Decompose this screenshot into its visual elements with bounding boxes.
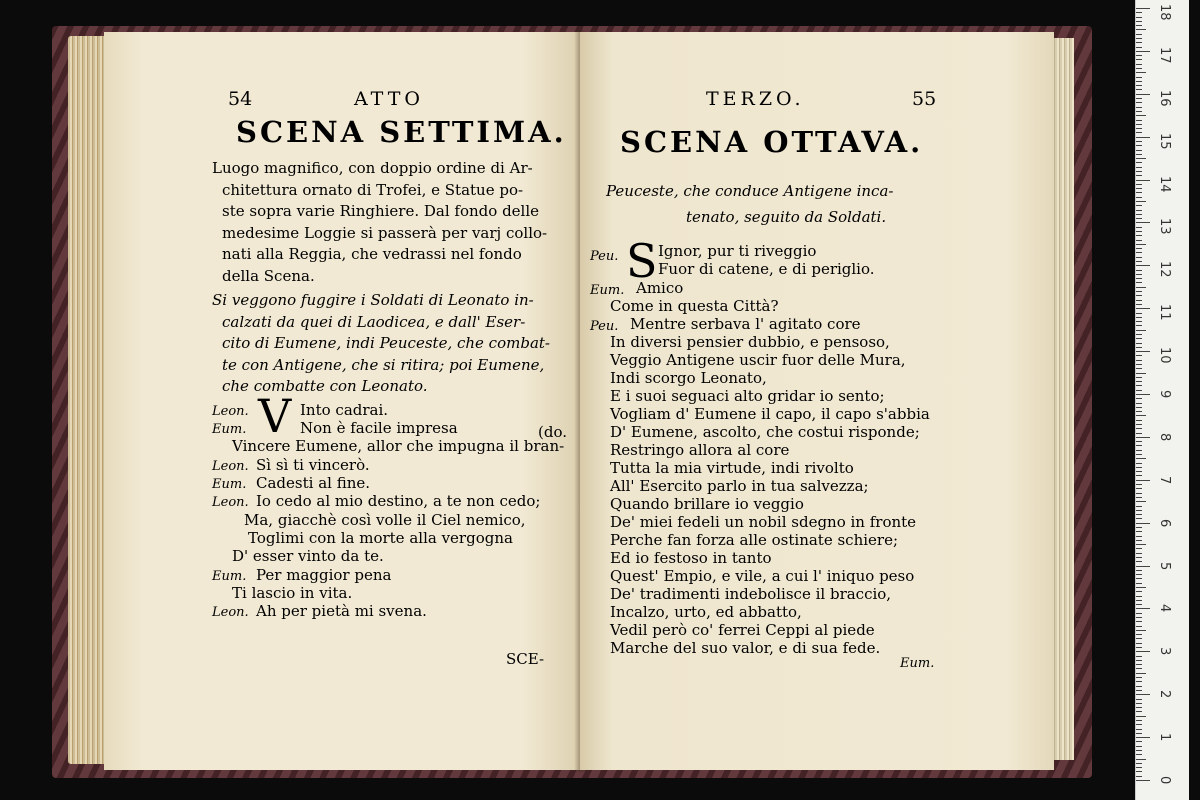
verse-line: De' tradimenti indebolisce il braccio, [610,585,892,603]
verse-line: Non è facile impresa [300,419,458,437]
ruler-minor-tick [1136,681,1142,682]
ruler-minor-tick [1136,759,1146,760]
ruler-minor-tick [1136,141,1142,142]
ruler-minor-tick [1136,38,1142,39]
ruler-label: 13 [1157,218,1172,235]
ruler-minor-tick [1136,574,1142,575]
ruler-minor-tick [1136,488,1142,489]
ruler-minor-tick [1136,29,1146,30]
ruler-tick [1136,437,1150,438]
ruler-minor-tick [1136,643,1142,644]
ruler-minor-tick [1136,638,1142,639]
setting-line: Luogo magnifico, con doppio ordine di Ar- [212,159,533,177]
ruler-minor-tick [1136,270,1142,271]
setting-line: della Scena. [222,266,315,285]
ruler-minor-tick [1136,81,1142,82]
ruler-minor-tick [1136,621,1142,622]
ruler-minor-tick [1136,716,1146,717]
ruler-minor-tick [1136,634,1142,635]
direction-line: Peuceste, che conduce Antigene inca- [606,182,894,200]
ruler-minor-tick [1136,484,1142,485]
ruler-minor-tick [1136,776,1142,777]
ruler-minor-tick [1136,128,1142,129]
ruler-minor-tick [1136,252,1142,253]
ruler-minor-tick [1136,540,1142,541]
ruler-label: 9 [1157,390,1172,399]
ruler-minor-tick [1136,771,1142,772]
ruler-minor-tick [1136,227,1142,228]
verse-line: Ma, giacchè così volle il Ciel nemico, [244,511,526,529]
ruler-label: 11 [1157,304,1172,321]
ruler-minor-tick [1136,707,1142,708]
ruler-minor-tick [1136,471,1142,472]
ruler-label: 16 [1157,89,1172,107]
ruler-minor-tick [1136,561,1142,562]
ruler-minor-tick [1136,398,1142,399]
ruler-minor-tick [1136,411,1142,412]
ruler-minor-tick [1136,458,1146,459]
speaker-label: Leon. [212,459,249,474]
ruler-tick [1136,394,1150,395]
ruler-minor-tick [1136,557,1142,558]
ruler-minor-tick [1136,733,1142,734]
ruler-minor-tick [1136,741,1142,742]
speaker-label: Peu. [590,249,619,264]
ruler-minor-tick [1136,68,1142,69]
left-scene-title: SCENA SETTIMA. [236,115,567,149]
ruler-minor-tick [1136,330,1146,331]
ruler-minor-tick [1136,34,1142,35]
ruler-minor-tick [1136,441,1142,442]
ruler-minor-tick [1136,248,1142,249]
ruler-minor-tick [1136,463,1142,464]
ruler-tick [1136,265,1150,266]
ruler-minor-tick [1136,407,1142,408]
ruler-minor-tick [1136,617,1142,618]
speaker-label: Peu. [590,319,619,334]
ruler-tick [1136,308,1150,309]
verse-line: Tutta la mia virtude, indi rivolto [610,459,854,477]
ruler-minor-tick [1136,295,1142,296]
ruler-minor-tick [1136,570,1142,571]
ruler-label: 8 [1157,432,1172,442]
ruler-minor-tick [1136,334,1142,335]
ruler-minor-tick [1136,656,1142,657]
setting-line: nati alla Reggia, che vedrassi nel fondo [222,245,522,263]
ruler-minor-tick [1136,647,1142,648]
ruler-tick [1136,566,1150,567]
ruler-minor-tick [1136,424,1142,425]
ruler-tick [1136,737,1150,738]
direction-line: calzati da quei di Laodicea, e dall' Eser- [222,312,526,331]
ruler-label: 14 [1157,175,1172,193]
ruler-minor-tick [1136,304,1142,305]
verse-line: All' Esercito parlo in tua salvezza; [610,477,869,495]
ruler-minor-tick [1136,450,1142,451]
ruler-minor-tick [1136,214,1142,215]
ruler-label: 15 [1157,132,1172,150]
ruler-minor-tick [1136,501,1146,502]
ruler-minor-tick [1136,325,1142,326]
ruler-minor-tick [1136,497,1142,498]
verse-line: Marche del suo valor, e di sua fede. [610,639,881,657]
verse-line: Quest' Empio, e vile, a cui l' iniquo peso [610,567,915,585]
ruler-minor-tick [1136,257,1142,258]
ruler-minor-tick [1136,510,1142,511]
ruler-minor-tick [1136,514,1142,515]
dropcap: S [626,234,658,288]
direction-line: te con Antigene, che si ritira; poi Eumene, [222,355,545,374]
ruler-minor-tick [1136,42,1142,43]
verse-line: Vogliam d' Eumene il capo, il capo s'abbia [610,405,930,423]
ruler-minor-tick [1136,746,1142,747]
direction-line: cito di Eumene, indi Peuceste, che combat- [222,334,550,352]
right-stage-direction [604,178,944,230]
ruler-minor-tick [1136,338,1142,339]
ruler-minor-tick [1136,664,1142,665]
verse-line: D' Eumene, ascolto, che costui risponde; [610,423,920,441]
ruler-minor-tick [1136,699,1142,700]
verse-line: Ah per pietà mi svena. [256,602,427,620]
ruler-tick [1136,180,1150,181]
verse-line: Incalzo, urto, ed abbatto, [610,603,802,621]
verse-line: In diversi pensier dubbio, e pensoso, [610,333,890,351]
ruler-minor-tick [1136,72,1146,73]
direction-line: tenato, seguito da Soldati. [686,208,887,226]
left-setting [212,158,574,287]
ruler-minor-tick [1136,261,1142,262]
ruler-minor-tick [1136,111,1142,112]
ruler-minor-tick [1136,59,1142,60]
ruler-label: 7 [1157,475,1172,485]
ruler-minor-tick [1136,231,1142,232]
verse-line: Toglimi con la morte alla vergogna [248,529,513,547]
ruler-minor-tick [1136,85,1142,86]
ruler-minor-tick [1136,475,1142,476]
ruler-minor-tick [1136,724,1142,725]
verse-line: Vedil però co' ferrei Ceppi al piede [610,621,875,639]
ruler-minor-tick [1136,531,1142,532]
right-scene-title: SCENA OTTAVA. [620,125,924,159]
ruler-minor-tick [1136,12,1142,13]
ruler-tick [1136,608,1150,609]
ruler-label: 1 [1157,733,1172,742]
ruler-minor-tick [1136,107,1142,108]
ruler-minor-tick [1136,98,1142,99]
ruler-minor-tick [1136,703,1142,704]
ruler-minor-tick [1136,192,1142,193]
ruler-minor-tick [1136,390,1142,391]
speaker-label: Leon. [212,495,249,510]
ruler-tick [1136,780,1150,781]
verse-line: Into cadrai. [300,401,389,419]
ruler-minor-tick [1136,25,1142,26]
ruler-minor-tick [1136,343,1142,344]
ruler-minor-tick [1136,368,1142,369]
verse-line: E i suoi seguaci alto gridar io sento; [610,387,885,405]
ruler-minor-tick [1136,321,1142,322]
ruler-minor-tick [1136,115,1146,116]
ruler-minor-tick [1136,506,1142,507]
ruler-minor-tick [1136,210,1142,211]
speaker-label: Eum. [212,477,247,492]
ruler-minor-tick [1136,660,1142,661]
verse-line: Restringo allora al core [610,441,790,459]
ruler-minor-tick [1136,21,1142,22]
ruler-label: 6 [1157,518,1172,527]
verse-line: Sì sì ti vincerò. [256,456,370,474]
ruler-minor-tick [1136,445,1142,446]
ruler-minor-tick [1136,763,1142,764]
right-page-number: 55 [912,88,937,110]
ruler-label: 4 [1157,604,1172,613]
ruler-minor-tick [1136,518,1142,519]
speaker-label: Leon. [212,404,249,419]
ruler-minor-tick [1136,120,1142,121]
ruler-minor-tick [1136,600,1142,601]
ruler-minor-tick [1136,274,1142,275]
ruler-minor-tick [1136,750,1142,751]
ruler-minor-tick [1136,300,1142,301]
ruler-minor-tick [1136,420,1142,421]
ruler-minor-tick [1136,381,1142,382]
ruler-label: 17 [1157,46,1172,64]
verse-line: D' esser vinto da te. [232,547,384,565]
ruler-tick [1136,651,1150,652]
ruler-minor-tick [1136,690,1142,691]
ruler-label: 0 [1157,776,1172,785]
ruler-minor-tick [1136,403,1142,404]
right-running-head: TERZO. [706,88,805,110]
ruler-minor-tick [1136,17,1142,18]
ruler-minor-tick [1136,364,1142,365]
ruler-minor-tick [1136,235,1142,236]
left-catchword: SCE- [506,650,545,668]
ruler-minor-tick [1136,673,1146,674]
ruler-minor-tick [1136,218,1142,219]
speaker-label: Eum. [590,283,625,298]
verse-line: De' miei fedeli un nobil sdegno in fronte [610,513,917,531]
ruler-minor-tick [1136,313,1142,314]
setting-line: ste sopra varie Ringhiere. Dal fondo delle [222,202,540,220]
ruler-minor-tick [1136,454,1142,455]
ruler-minor-tick [1136,626,1142,627]
ruler-tick [1136,137,1150,138]
verse-line: Perche fan forza alle ostinate schiere; [610,531,899,549]
ruler-minor-tick [1136,433,1142,434]
direction-line: Si veggono fuggire i Soldati di Leonato in- [212,291,534,309]
ruler-minor-tick [1136,89,1142,90]
verse-turnover: (do. [538,423,567,441]
ruler-tick [1136,523,1150,524]
ruler-label: 10 [1157,347,1172,364]
ruler-tick [1136,351,1150,352]
verse-line: Come in questa Città? [610,297,779,315]
ruler-minor-tick [1136,184,1142,185]
setting-line: medesime Loggie si passerà per varj collo- [222,223,548,242]
dropcap: V [258,389,292,443]
ruler-minor-tick [1136,132,1142,133]
ruler-minor-tick [1136,754,1142,755]
ruler-minor-tick [1136,64,1142,65]
speaker-label: Leon. [212,605,249,620]
setting-line: chitettura ornato di Trofei, e Statue po- [222,180,524,199]
ruler-minor-tick [1136,767,1142,768]
ruler-minor-tick [1136,578,1142,579]
ruler-minor-tick [1136,493,1142,494]
ruler-minor-tick [1136,317,1142,318]
ruler-minor-tick [1136,613,1142,614]
left-running-head: ATTO [354,88,424,110]
verse-line: Ed io festoso in tanto [610,549,772,567]
ruler-minor-tick [1136,287,1146,288]
ruler-minor-tick [1136,548,1142,549]
verse-line: Vincere Eumene, allor che impugna il bran- [232,437,565,455]
verse-line: Indi scorgo Leonato, [610,369,767,387]
speaker-label: Eum. [212,422,247,437]
left-page-number: 54 [228,88,253,110]
ruler-minor-tick [1136,102,1142,103]
ruler-minor-tick [1136,467,1142,468]
ruler-minor-tick [1136,604,1142,605]
ruler-minor-tick [1136,171,1142,172]
ruler-minor-tick [1136,162,1142,163]
ruler-minor-tick [1136,428,1142,429]
ruler-minor-tick [1136,527,1142,528]
ruler-minor-tick [1136,544,1146,545]
verse-line: Veggio Antigene uscir fuor delle Mura, [610,351,906,369]
ruler-minor-tick [1136,167,1142,168]
verse-line: Amico [636,279,684,297]
ruler-minor-tick [1136,583,1142,584]
ruler-minor-tick [1136,711,1142,712]
ruler-minor-tick [1136,291,1142,292]
ruler-minor-tick [1136,360,1142,361]
ruler-minor-tick [1136,668,1142,669]
verse-line: Fuor di catene, e di periglio. [658,260,875,278]
ruler-minor-tick [1136,205,1142,206]
verse-line: Per maggior pena [256,566,392,584]
ruler-minor-tick [1136,278,1142,279]
ruler-tick [1136,51,1150,52]
ruler-tick [1136,8,1150,9]
ruler-minor-tick [1136,282,1142,283]
ruler-minor-tick [1136,729,1142,730]
ruler-tick [1136,694,1150,695]
ruler-minor-tick [1136,355,1142,356]
ruler-label: 3 [1157,647,1172,656]
ruler-minor-tick [1136,201,1146,202]
ruler-minor-tick [1136,55,1142,56]
verse-line: Ignor, pur ti riveggio [658,242,817,260]
ruler-minor-tick [1136,197,1142,198]
speaker-label: Eum. [212,569,247,584]
ruler-minor-tick [1136,553,1142,554]
verse-line: Ti lascio in vita. [232,584,353,602]
ruler-minor-tick [1136,415,1146,416]
ruler-label: 18 [1157,4,1172,21]
ruler-minor-tick [1136,630,1146,631]
ruler-minor-tick [1136,686,1142,687]
ruler-label: 12 [1157,261,1172,278]
ruler-minor-tick [1136,596,1142,597]
ruler-minor-tick [1136,347,1142,348]
ruler-minor-tick [1136,47,1142,48]
direction-line: che combatte con Leonato. [222,377,428,395]
right-catchword: Eum. [900,656,935,671]
verse-line: Cadesti al fine. [256,474,371,492]
ruler-minor-tick [1136,77,1142,78]
ruler-minor-tick [1136,154,1142,155]
left-stage-direction [212,290,574,398]
ruler-minor-tick [1136,124,1142,125]
verse-line: Mentre serbava l' agitato core [630,315,861,333]
ruler-tick [1136,94,1150,95]
ruler-minor-tick [1136,158,1146,159]
ruler-minor-tick [1136,175,1142,176]
ruler-minor-tick [1136,150,1142,151]
ruler-minor-tick [1136,244,1146,245]
ruler-minor-tick [1136,373,1146,374]
ruler-minor-tick [1136,240,1142,241]
ruler-minor-tick [1136,385,1142,386]
ruler-label: 5 [1157,561,1172,570]
ruler-minor-tick [1136,145,1142,146]
ruler-minor-tick [1136,587,1146,588]
measuring-ruler [1135,0,1189,800]
verse-line: Io cedo al mio destino, a te non cedo; [256,492,541,510]
ruler-label: 2 [1157,690,1172,699]
ruler-minor-tick [1136,377,1142,378]
ruler-minor-tick [1136,591,1142,592]
ruler-minor-tick [1136,677,1142,678]
ruler-minor-tick [1136,188,1142,189]
ruler-minor-tick [1136,536,1142,537]
ruler-tick [1136,222,1150,223]
ruler-minor-tick [1136,720,1142,721]
verse-line: Quando brillare io veggio [610,495,804,513]
ruler-tick [1136,480,1150,481]
